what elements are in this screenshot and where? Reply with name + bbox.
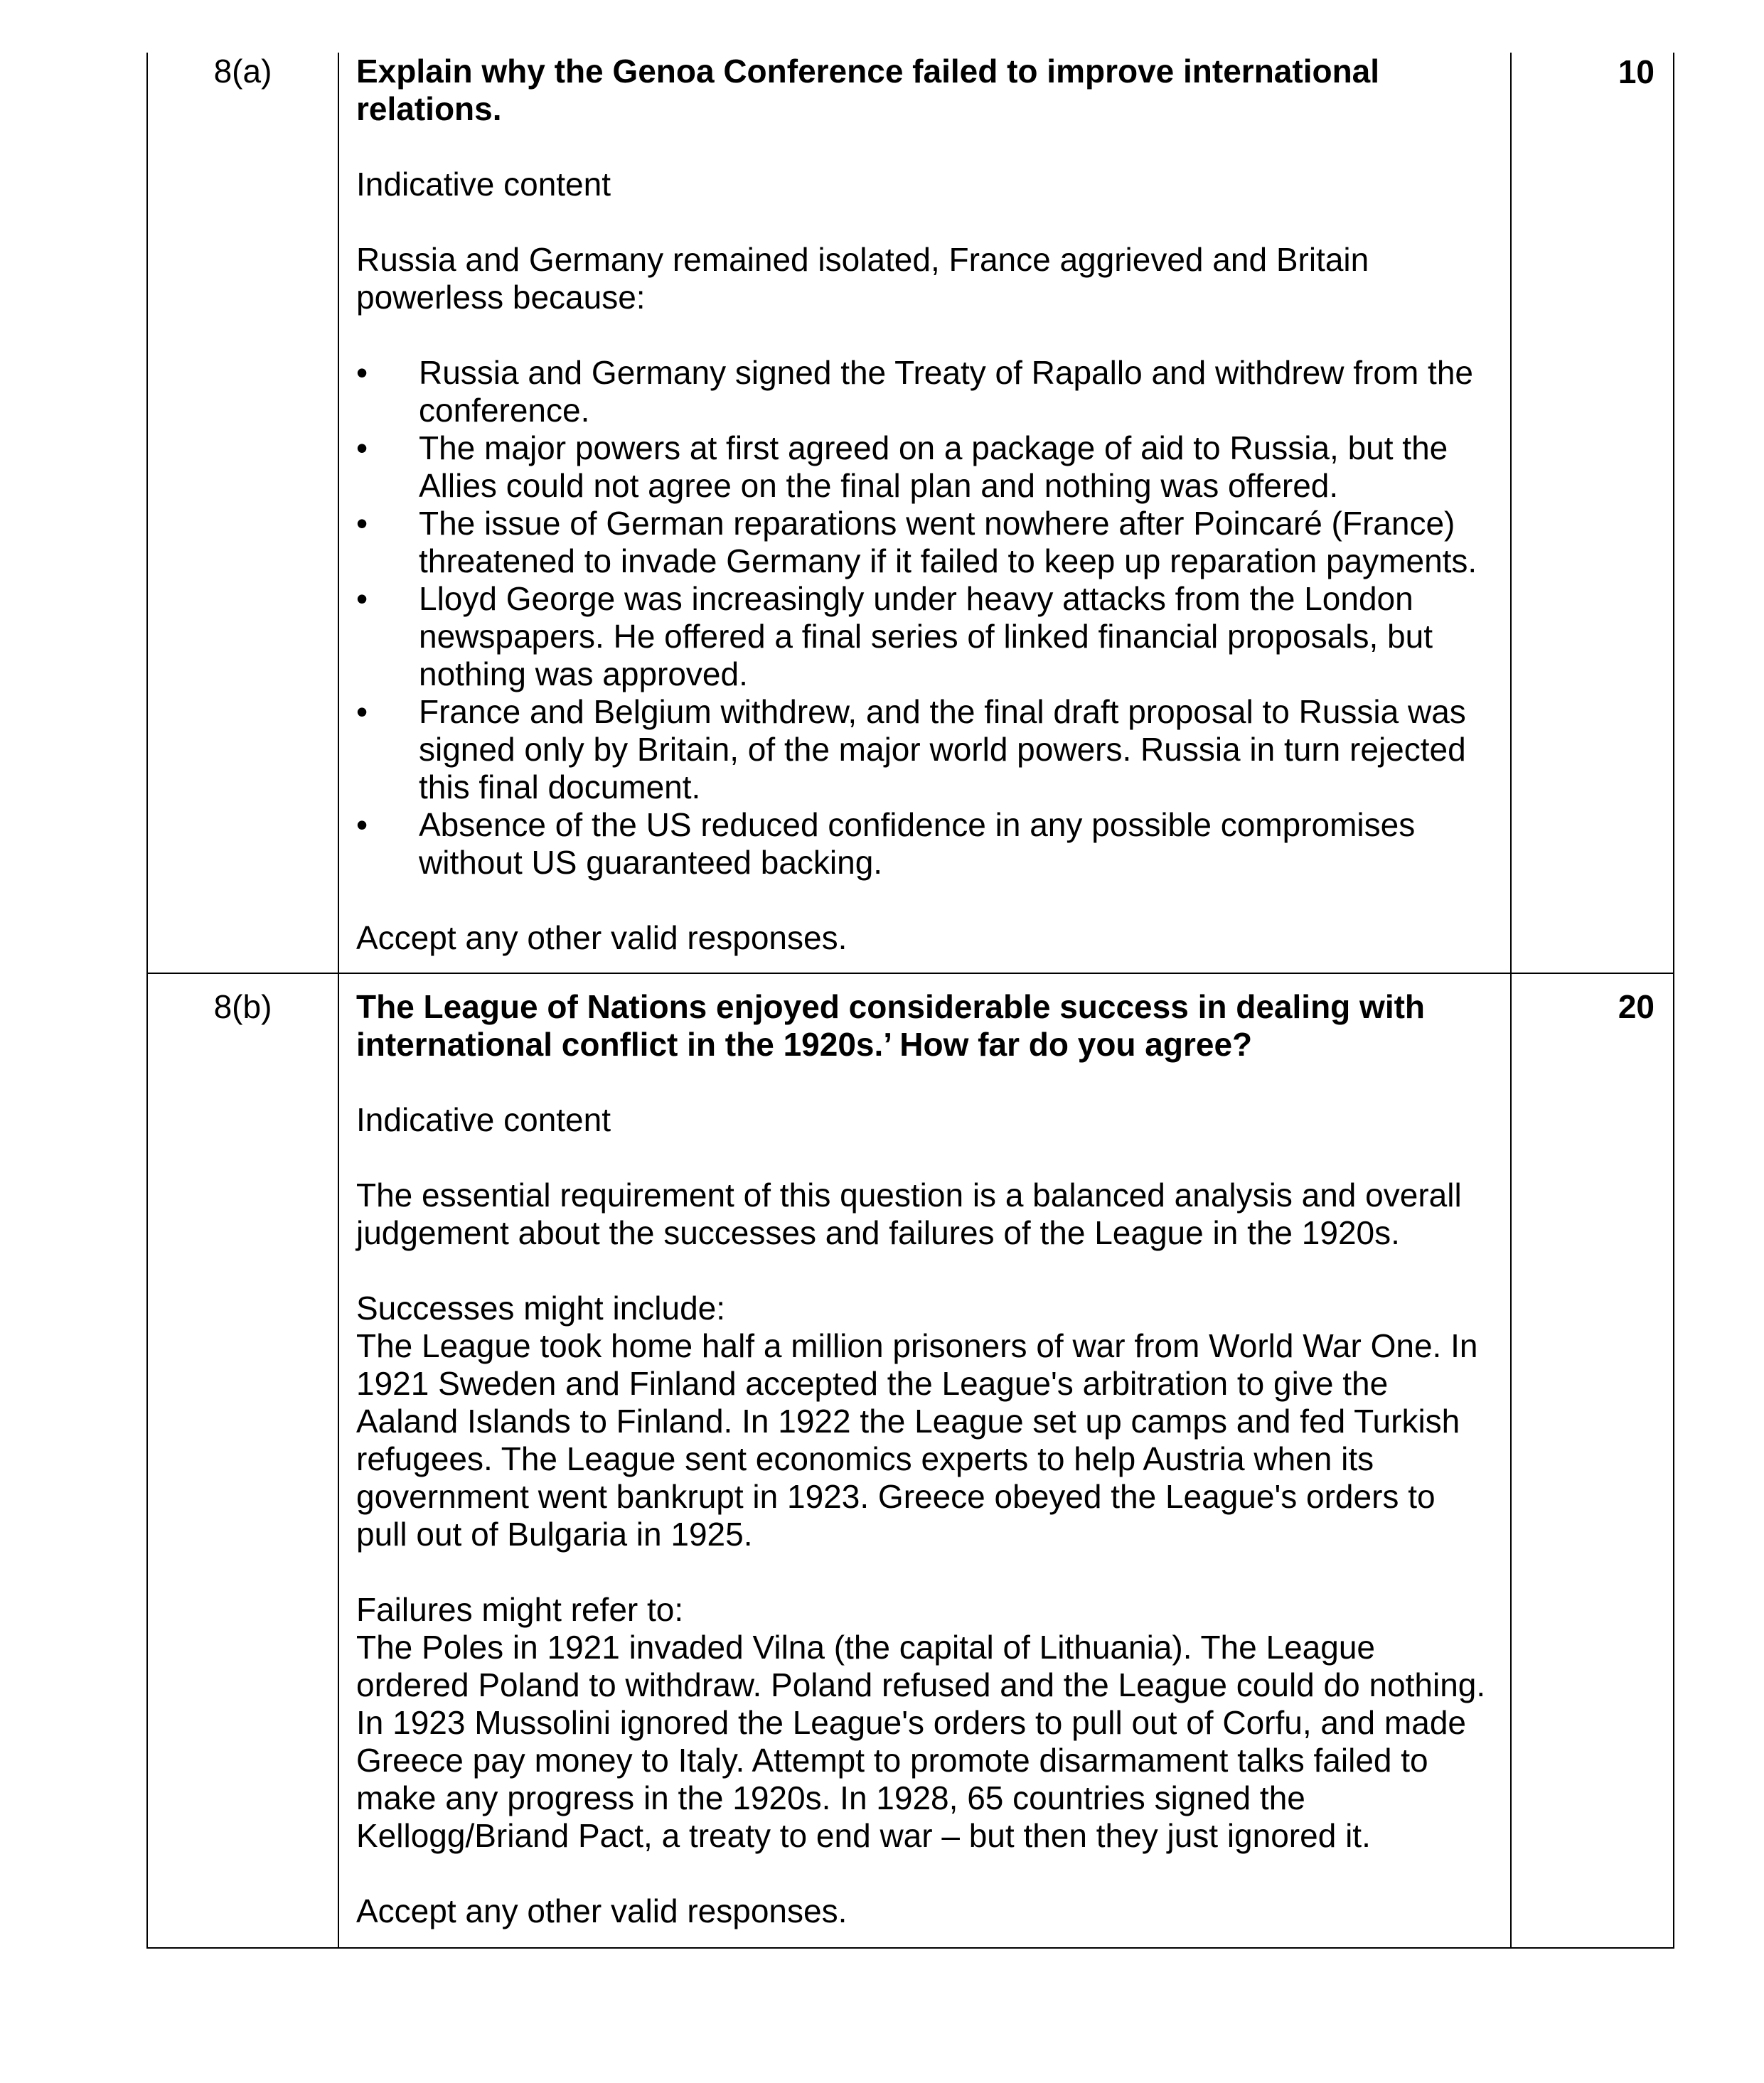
bullet-point: • The issue of German reparations went nowhere after Poincaré (France) threatened to invade Germany if it failed to keep up reparation payments.	[356, 505, 1490, 580]
bullet-point: • Absence of the US reduced confidence in any possible compromises without US guaranteed backing.	[356, 806, 1490, 882]
marks-value: 20	[1511, 973, 1674, 1948]
bullet-point: • Lloyd George was increasingly under heavy attacks from the London newspapers. He offered a final series of linked financial proposals, but nothing was approved.	[356, 580, 1490, 693]
successes-text: The League took home half a million prisoners of war from World War One. In 1921 Sweden and Finland accepted the League's arbitration to give the Aaland Islands to Finland. In 1922 the League set up camps and fed Turkish refugees. The League sent economics experts to help Austria when its government went bankrupt in 1923. Greece obeyed the League's orders to pull out of Bulgaria in 1925.	[356, 1327, 1478, 1553]
question-number: 8(b)	[147, 973, 338, 1948]
marks-value: 10	[1511, 53, 1674, 973]
closing-text: Accept any other valid responses.	[356, 919, 848, 956]
bullet-point: • France and Belgium withdrew, and the final draft proposal to Russia was signed only by Britain, of the major world powers. Russia in turn rejected this final document.	[356, 693, 1490, 806]
mark-scheme-table	[146, 53, 1674, 1949]
failures-label: Failures might refer to:	[356, 1591, 684, 1628]
question-number: 8(a)	[147, 53, 338, 973]
closing-text: Accept any other valid responses.	[356, 1892, 848, 1929]
question-row-8b	[147, 973, 1674, 1948]
successes-label: Successes might include:	[356, 1290, 726, 1327]
successes-section	[356, 1290, 1490, 1553]
bullet-point: • The major powers at first agreed on a package of aid to Russia, but the Allies could not agree on the final plan and nothing was offered.	[356, 429, 1490, 505]
bullet-list	[356, 354, 1490, 882]
bullet-point: • Russia and Germany signed the Treaty of Rapallo and withdrew from the conference.	[356, 354, 1490, 429]
indicative-content-heading: Indicative content	[356, 1101, 611, 1138]
intro-text: The essential requirement of this question is a balanced analysis and overall judgement about the successes and failures of the League in the 1920s.	[356, 1177, 1462, 1251]
question-content	[338, 53, 1511, 973]
indicative-content-heading: Indicative content	[356, 166, 611, 203]
failures-section	[356, 1591, 1490, 1855]
intro-text: Russia and Germany remained isolated, France aggrieved and Britain powerless because:	[356, 241, 1369, 316]
failures-text: The Poles in 1921 invaded Vilna (the capital of Lithuania). The League ordered Poland to withdraw. Poland refused and the League could do nothing. In 1923 Mussolini ignored the League's orders to pull out of Corfu, and made Greece pay money to Italy. Attempt to promote disarmament talks failed to make any progress in the 1920s. In 1928, 65 countries signed the Kellogg/Briand Pact, a treaty to end war – but then they just ignored it.	[356, 1629, 1486, 1854]
question-content	[338, 973, 1511, 1948]
question-text: The League of Nations enjoyed considerable success in dealing with international conflict in the 1920s.’ How far do you agree?	[356, 988, 1426, 1063]
question-row-8a	[147, 53, 1674, 973]
question-text: Explain why the Genoa Conference failed to improve international relations.	[356, 53, 1380, 127]
